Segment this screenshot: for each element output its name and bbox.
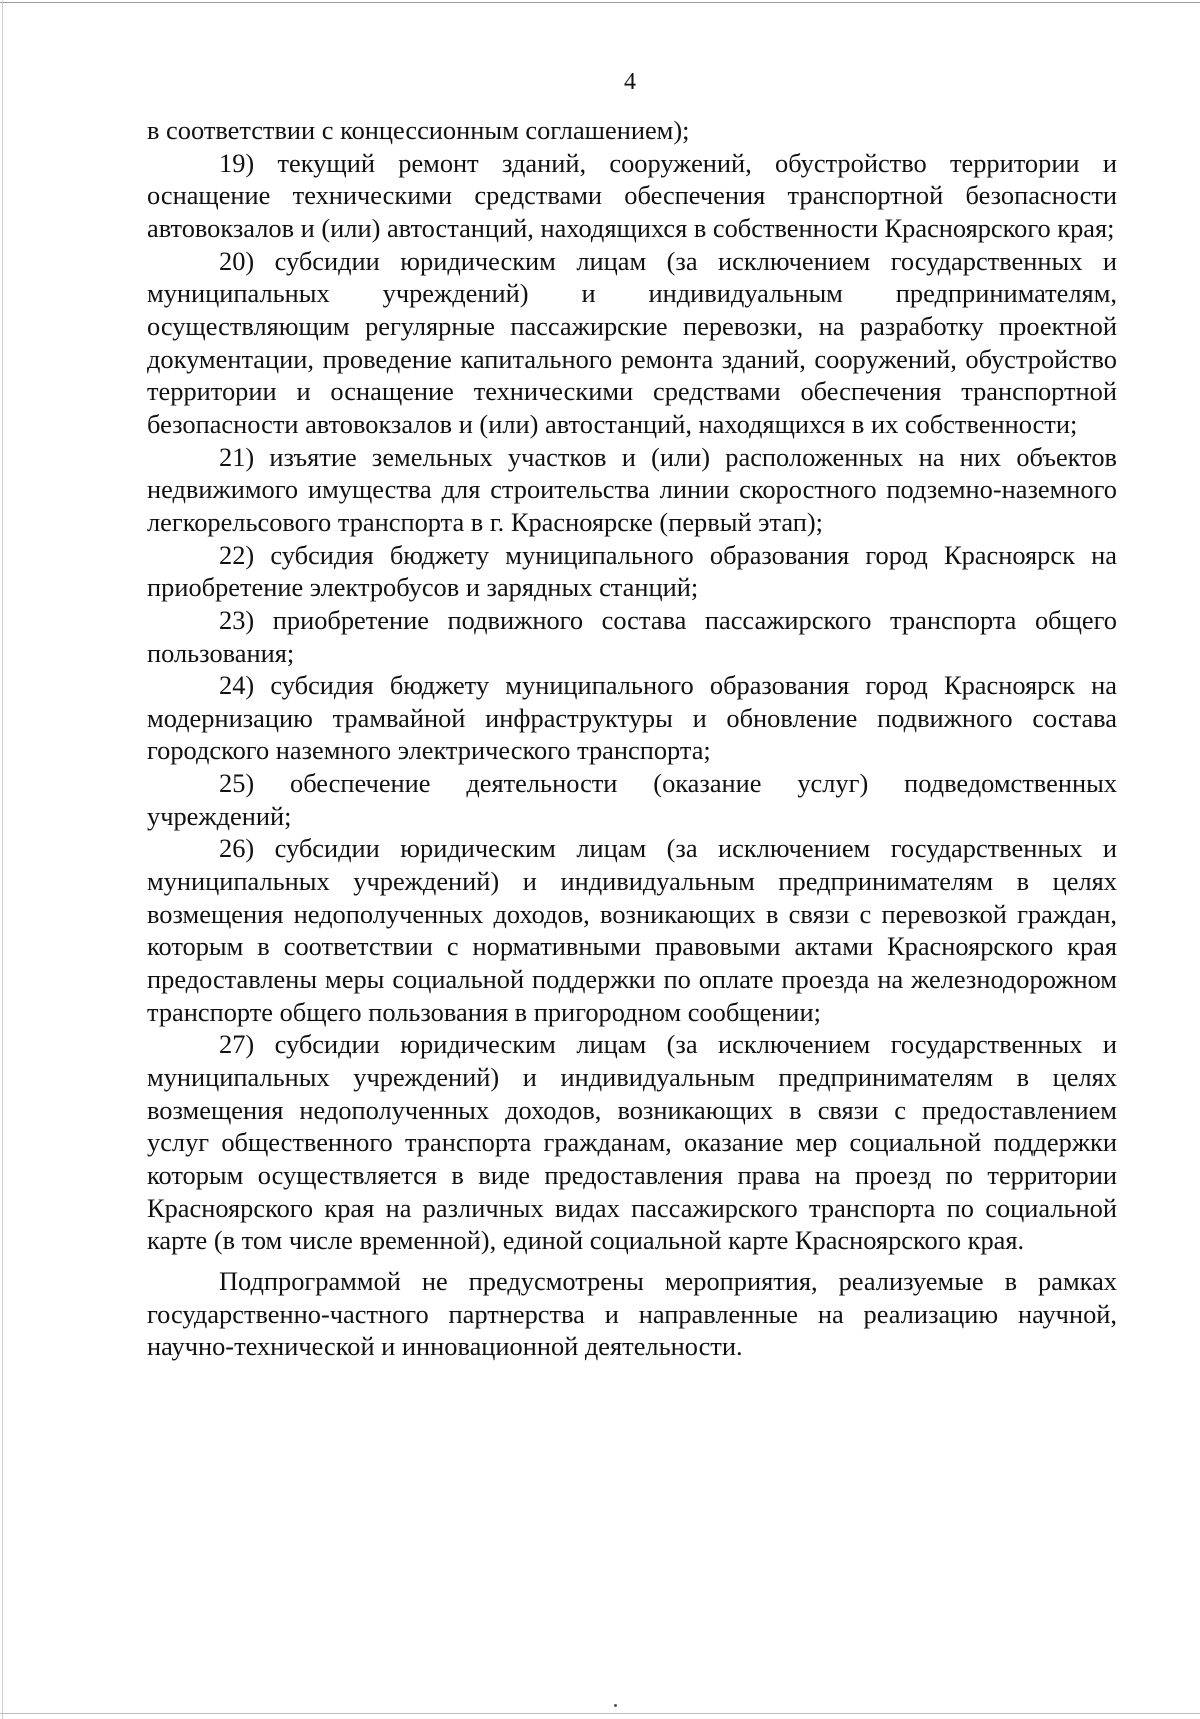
list-item-27: 27) субсидии юридическим лицам (за исключением государственных и муниципальных учреждений) и индивидуальным предпринимателям в целях возмещения недополученных доходов, возникающих в связи с предоставлением услуг общественного транспорта гражданам, оказание мер социальной поддержки которым осуществляется в виде предоставления права на проезд по территории Красноярского края на различных видах пассажирского транспорта по социальной карте (в том числе временной), единой социальной карте Красноярского края. — [147, 1029, 1117, 1256]
scan-edge-bottom — [0, 1713, 1200, 1714]
list-item-23: 23) приобретение подвижного состава пассажирского транспорта общего пользования; — [147, 604, 1117, 668]
closing-paragraph: Подпрограммой не предусмотрены мероприятия, реализуемые в рамках государственно-частного партнерства и направленные на реализацию научной, научно-технической и инновационной деятельности. — [147, 1265, 1117, 1362]
scan-edge-left — [2, 0, 3, 1719]
list-item-20: 20) субсидии юридическим лицам (за исключением государственных и муниципальных учреждений) и индивидуальным предпринимателям, осуществляющим регулярные пассажирские перевозки, на разработку проектной документации, проведение капитального ремонта зданий, сооружений, обустройство территории и оснащение техническими средствами обеспечения транспортной безопасности автовокзалов и (или) автостанций, находящихся в их собственности; — [147, 245, 1117, 439]
list-item-25: 25) обеспечение деятельности (оказание услуг) подведомственных учреждений; — [147, 768, 1117, 831]
list-item-21: 21) изъятие земельных участков и (или) расположенных на них объектов недвижимого имущества для строительства линии скоростного подземно-наземного легкорельсового транспорта в г. Красноярске (первый этап); — [147, 441, 1117, 537]
list-item-26: 26) субсидии юридическим лицам (за исключением государственных и муниципальных учреждений) и индивидуальным предпринимателям в целях возмещения недополученных доходов, возникающих в связи с перевозкой граждан, которым в соответствии с нормативными правовыми актами Красноярского края предоставлены меры социальной поддержки по оплате проезда на железнодорожном транспорте общего пользования в пригородном сообщении; — [147, 833, 1117, 1027]
list-item-22: 22) субсидия бюджету муниципального образования город Красноярск на приобретение электробусов и зарядных станций; — [147, 539, 1117, 603]
list-item-24: 24) субсидия бюджету муниципального образования город Красноярск на модернизацию трамвайной инфраструктуры и обновление подвижного состава городского наземного электрического транспорта; — [147, 670, 1117, 766]
list-item-19: 19) текущий ремонт зданий, сооружений, обустройство территории и оснащение техническими средствами обеспечения транспортной безопасности автовокзалов и (или) автостанций, находящихся в собственности Красноярского края; — [147, 147, 1117, 243]
scan-speck — [614, 1704, 617, 1707]
paragraph-continuation: в соответствии с концессионным соглашением); — [147, 115, 690, 145]
document-body — [147, 114, 1117, 1363]
page-number: 4 — [624, 69, 636, 95]
scan-edge-top — [0, 2, 1200, 3]
